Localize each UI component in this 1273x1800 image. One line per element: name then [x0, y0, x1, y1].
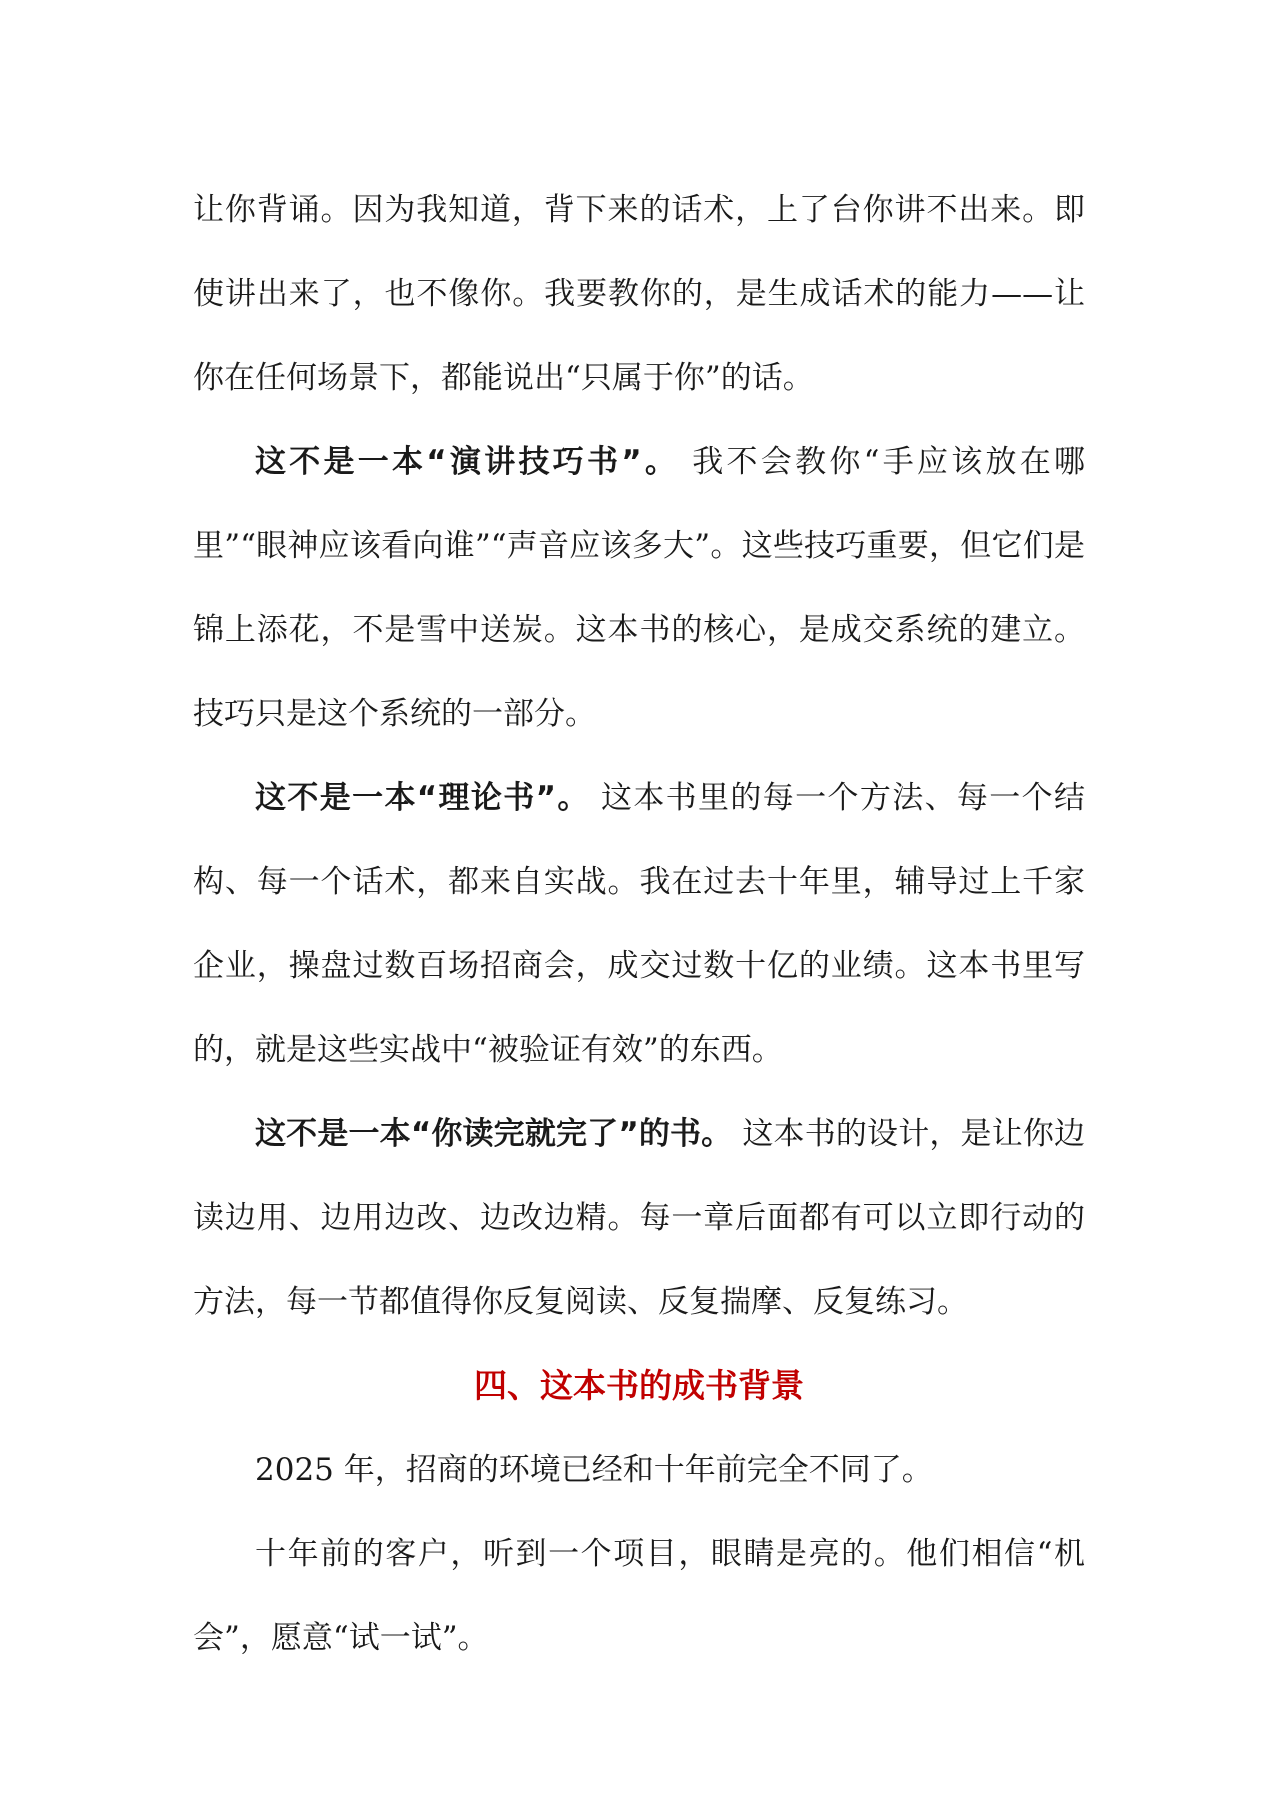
- paragraph-lead: 这不是一本“你读完就完了”的书。: [255, 1116, 733, 1152]
- paragraph-continuation: [193, 168, 1085, 420]
- paragraph-not-speech-skills: [193, 420, 1085, 756]
- paragraph-text: 让你背诵。因为我知道，背下来的话术，上了台你讲不出来。即使讲出来了，也不像你。我要教你的，是生成话术的能力——让你在任何场景下，都能说出“只属于你”的话。: [193, 192, 1085, 396]
- paragraph-ten-years-ago: 十年前的客户，听到一个项目，眼睛是亮的。他们相信“机会”，愿意“试一试”。: [193, 1536, 1085, 1656]
- paragraph-not-theory: [193, 756, 1085, 1092]
- paragraph-text: 我不会教你“手应该放在哪里”“眼神应该看向谁”“声音应该多大”。这些技巧重要，但它们是锦上添花，不是雪中送炭。这本书的核心，是成交系统的建立。技巧只是这个系统的一部分。: [193, 444, 1086, 732]
- document-body: [193, 168, 1085, 1680]
- paragraph-lead: 这不是一本“理论书”。: [255, 780, 590, 816]
- section-heading: 四、这本书的成书背景: [474, 1366, 804, 1405]
- paragraph-2025: 2025 年，招商的环境已经和十年前完全不同了。: [255, 1452, 933, 1488]
- paragraph-text: 这本书里的每一个方法、每一个结构、每一个话术，都来自实战。我在过去十年里，辅导过上千家企业，操盘过数百场招商会，成交过数十亿的业绩。这本书里写的，就是这些实战中“被验证有效”的东西。: [193, 780, 1086, 1068]
- paragraph-text: 这本书的设计，是让你边读边用、边用边改、边改边精。每一章后面都有可以立即行动的方法，每一节都值得你反复阅读、反复揣摩、反复练习。: [193, 1116, 1086, 1320]
- paragraph-not-read-once: [193, 1092, 1085, 1344]
- paragraph-lead: 这不是一本“演讲技巧书”。: [255, 444, 680, 480]
